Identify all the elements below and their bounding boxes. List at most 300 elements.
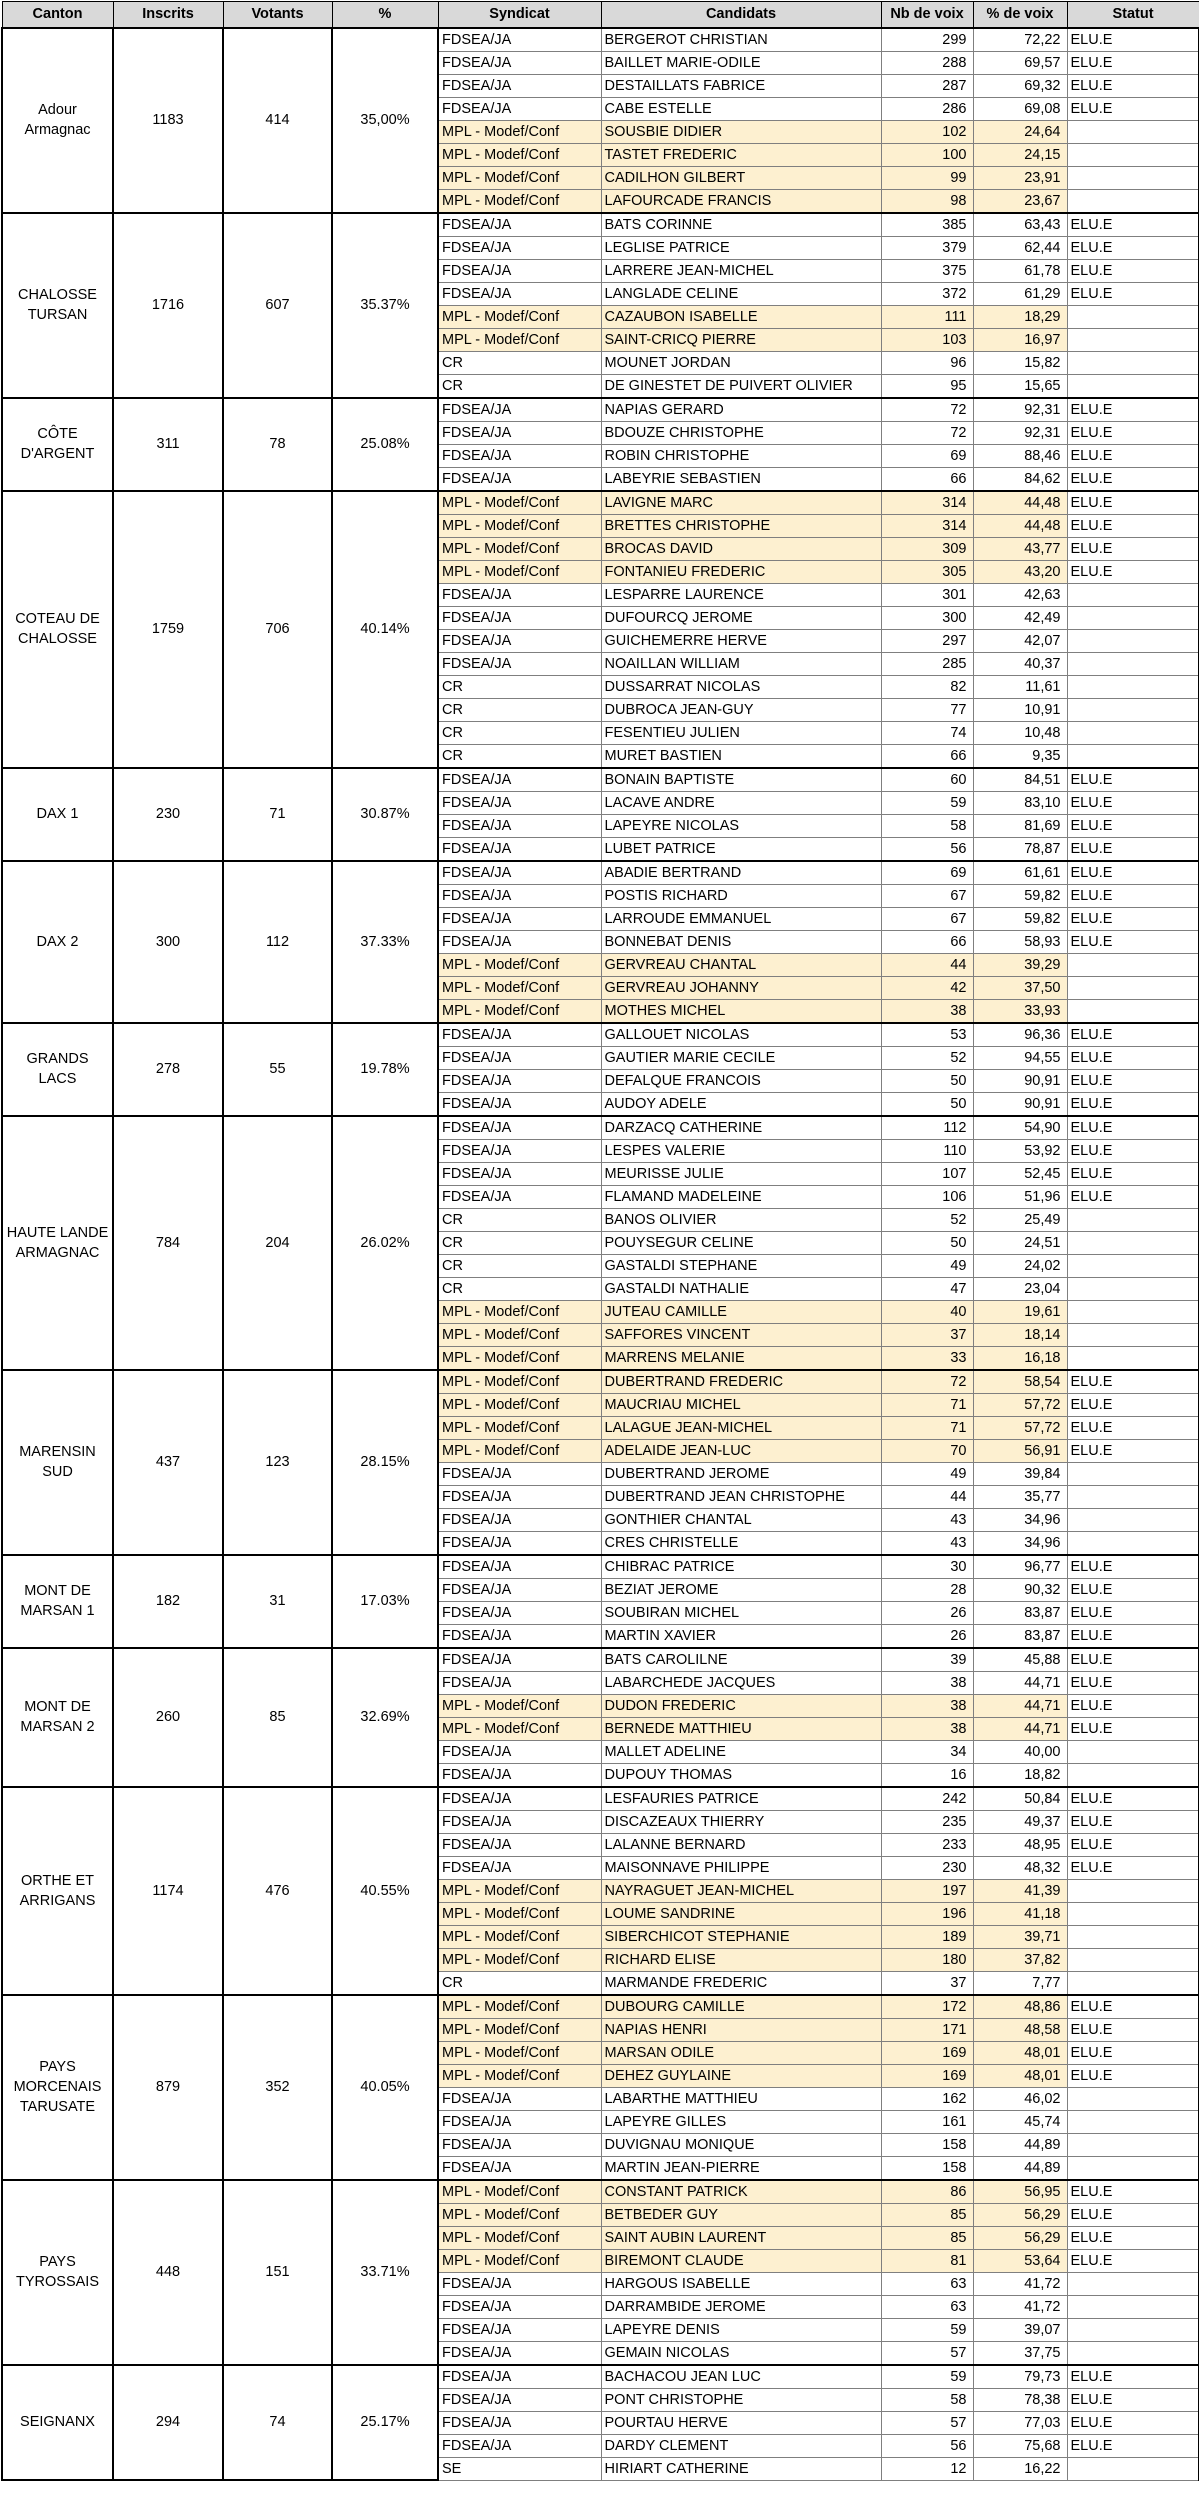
syndicat: FDSEA/JA: [438, 2087, 601, 2110]
table-row: [2, 1787, 1199, 1811]
candidate-name: LABEYRIE SEBASTIEN: [601, 467, 881, 491]
syndicat: FDSEA/JA: [438, 2133, 601, 2156]
candidate-name: BERNEDE MATTHIEU: [601, 1717, 881, 1740]
vote-count: 28: [881, 1578, 973, 1601]
status: ELU.E: [1067, 1139, 1199, 1162]
candidate-name: GAUTIER MARIE CECILE: [601, 1046, 881, 1069]
vote-count: 59: [881, 791, 973, 814]
vote-count: 305: [881, 560, 973, 583]
status: ELU.E: [1067, 2203, 1199, 2226]
canton-name: COTEAU DE CHALOSSE: [2, 491, 113, 768]
syndicat: CR: [438, 721, 601, 744]
vote-count: 82: [881, 675, 973, 698]
status: ELU.E: [1067, 2365, 1199, 2389]
vote-pct: 16,18: [973, 1346, 1067, 1370]
canton-turnout: 28.15%: [332, 1370, 438, 1555]
col-pct: %: [332, 2, 438, 28]
table-row: [2, 768, 1199, 792]
status: ELU.E: [1067, 28, 1199, 52]
canton-votants: 607: [223, 213, 332, 398]
syndicat: MPL - Modef/Conf: [438, 999, 601, 1023]
canton-name: SEIGNANX: [2, 2365, 113, 2481]
vote-count: 85: [881, 2203, 973, 2226]
status: ELU.E: [1067, 491, 1199, 515]
canton-name: CÔTE D'ARGENT: [2, 398, 113, 491]
candidate-name: BIREMONT CLAUDE: [601, 2249, 881, 2272]
vote-count: 72: [881, 421, 973, 444]
status: ELU.E: [1067, 1393, 1199, 1416]
syndicat: MPL - Modef/Conf: [438, 514, 601, 537]
syndicat: FDSEA/JA: [438, 2434, 601, 2457]
vote-pct: 18,82: [973, 1763, 1067, 1787]
table-row: [2, 491, 1199, 515]
vote-pct: 61,29: [973, 282, 1067, 305]
status: [1067, 652, 1199, 675]
status: ELU.E: [1067, 213, 1199, 237]
syndicat: MPL - Modef/Conf: [438, 1694, 601, 1717]
syndicat: MPL - Modef/Conf: [438, 1717, 601, 1740]
vote-pct: 63,43: [973, 213, 1067, 237]
vote-pct: 69,57: [973, 51, 1067, 74]
vote-pct: 24,02: [973, 1254, 1067, 1277]
canton-inscrits: 1183: [113, 28, 223, 213]
syndicat: FDSEA/JA: [438, 2388, 601, 2411]
vote-count: 169: [881, 2041, 973, 2064]
canton-name: MONT DE MARSAN 1: [2, 1555, 113, 1648]
vote-count: 63: [881, 2272, 973, 2295]
vote-pct: 42,07: [973, 629, 1067, 652]
candidate-name: LABARTHE MATTHIEU: [601, 2087, 881, 2110]
vote-pct: 61,78: [973, 259, 1067, 282]
vote-count: 172: [881, 1995, 973, 2019]
candidate-name: DUBOURG CAMILLE: [601, 1995, 881, 2019]
vote-pct: 39,84: [973, 1462, 1067, 1485]
status: [1067, 1231, 1199, 1254]
vote-pct: 94,55: [973, 1046, 1067, 1069]
syndicat: MPL - Modef/Conf: [438, 1393, 601, 1416]
candidate-name: ROBIN CHRISTOPHE: [601, 444, 881, 467]
syndicat: FDSEA/JA: [438, 1578, 601, 1601]
vote-count: 39: [881, 1648, 973, 1672]
candidate-name: BANOS OLIVIER: [601, 1208, 881, 1231]
vote-pct: 92,31: [973, 421, 1067, 444]
syndicat: FDSEA/JA: [438, 1462, 601, 1485]
candidate-name: MARTIN XAVIER: [601, 1624, 881, 1648]
syndicat: FDSEA/JA: [438, 884, 601, 907]
canton-name: PAYS MORCENAIS TARUSATE: [2, 1995, 113, 2180]
syndicat: FDSEA/JA: [438, 1624, 601, 1648]
vote-count: 162: [881, 2087, 973, 2110]
candidate-name: NOAILLAN WILLIAM: [601, 652, 881, 675]
table-row: [2, 1555, 1199, 1579]
syndicat: FDSEA/JA: [438, 1485, 601, 1508]
canton-turnout: 40.05%: [332, 1995, 438, 2180]
canton-votants: 123: [223, 1370, 332, 1555]
candidate-name: ABADIE BERTRAND: [601, 861, 881, 885]
status: [1067, 744, 1199, 768]
status: ELU.E: [1067, 837, 1199, 861]
vote-pct: 11,61: [973, 675, 1067, 698]
vote-pct: 56,29: [973, 2203, 1067, 2226]
vote-pct: 59,82: [973, 907, 1067, 930]
canton-turnout: 25.08%: [332, 398, 438, 491]
vote-count: 297: [881, 629, 973, 652]
vote-count: 287: [881, 74, 973, 97]
status: [1067, 721, 1199, 744]
syndicat: FDSEA/JA: [438, 1116, 601, 1140]
candidate-name: DUBERTRAND JEROME: [601, 1462, 881, 1485]
syndicat: FDSEA/JA: [438, 1763, 601, 1787]
status: ELU.E: [1067, 1185, 1199, 1208]
syndicat: FDSEA/JA: [438, 2110, 601, 2133]
vote-pct: 42,63: [973, 583, 1067, 606]
candidate-name: GASTALDI STEPHANE: [601, 1254, 881, 1277]
status: ELU.E: [1067, 2226, 1199, 2249]
canton-turnout: 25.17%: [332, 2365, 438, 2481]
vote-count: 103: [881, 328, 973, 351]
vote-pct: 46,02: [973, 2087, 1067, 2110]
candidate-name: GALLOUET NICOLAS: [601, 1023, 881, 1047]
vote-count: 43: [881, 1531, 973, 1555]
syndicat: CR: [438, 1254, 601, 1277]
vote-pct: 37,75: [973, 2341, 1067, 2365]
syndicat: CR: [438, 351, 601, 374]
syndicat: FDSEA/JA: [438, 2272, 601, 2295]
canton-inscrits: 1759: [113, 491, 223, 768]
candidate-name: CONSTANT PATRICK: [601, 2180, 881, 2204]
syndicat: CR: [438, 374, 601, 398]
candidate-name: PONT CHRISTOPHE: [601, 2388, 881, 2411]
vote-count: 74: [881, 721, 973, 744]
vote-pct: 48,58: [973, 2018, 1067, 2041]
vote-count: 85: [881, 2226, 973, 2249]
candidate-name: CAZAUBON ISABELLE: [601, 305, 881, 328]
table-row: [2, 1370, 1199, 1394]
syndicat: CR: [438, 744, 601, 768]
status: ELU.E: [1067, 236, 1199, 259]
syndicat: FDSEA/JA: [438, 51, 601, 74]
candidate-name: DUVIGNAU MONIQUE: [601, 2133, 881, 2156]
vote-pct: 23,04: [973, 1277, 1067, 1300]
syndicat: MPL - Modef/Conf: [438, 305, 601, 328]
candidate-name: MARTIN JEAN-PIERRE: [601, 2156, 881, 2180]
candidate-name: BETBEDER GUY: [601, 2203, 881, 2226]
candidate-name: LACAVE ANDRE: [601, 791, 881, 814]
candidate-name: LESPARRE LAURENCE: [601, 583, 881, 606]
candidate-name: MEURISSE JULIE: [601, 1162, 881, 1185]
syndicat: FDSEA/JA: [438, 652, 601, 675]
status: ELU.E: [1067, 444, 1199, 467]
vote-count: 70: [881, 1439, 973, 1462]
candidate-name: BONAIN BAPTISTE: [601, 768, 881, 792]
vote-count: 57: [881, 2411, 973, 2434]
vote-count: 37: [881, 1971, 973, 1995]
status: [1067, 2318, 1199, 2341]
candidate-name: FESENTIEU JULIEN: [601, 721, 881, 744]
status: [1067, 1508, 1199, 1531]
vote-count: 52: [881, 1208, 973, 1231]
candidate-name: DARRAMBIDE JEROME: [601, 2295, 881, 2318]
canton-turnout: 40.14%: [332, 491, 438, 768]
vote-count: 50: [881, 1231, 973, 1254]
vote-count: 57: [881, 2341, 973, 2365]
canton-votants: 85: [223, 1648, 332, 1787]
status: ELU.E: [1067, 861, 1199, 885]
status: [1067, 351, 1199, 374]
syndicat: CR: [438, 698, 601, 721]
vote-pct: 56,95: [973, 2180, 1067, 2204]
status: ELU.E: [1067, 1995, 1199, 2019]
syndicat: MPL - Modef/Conf: [438, 1948, 601, 1971]
syndicat: MPL - Modef/Conf: [438, 166, 601, 189]
vote-count: 98: [881, 189, 973, 213]
status: ELU.E: [1067, 514, 1199, 537]
candidate-name: CHIBRAC PATRICE: [601, 1555, 881, 1579]
syndicat: FDSEA/JA: [438, 1023, 601, 1047]
syndicat: FDSEA/JA: [438, 74, 601, 97]
syndicat: FDSEA/JA: [438, 282, 601, 305]
status: [1067, 2110, 1199, 2133]
syndicat: MPL - Modef/Conf: [438, 1902, 601, 1925]
candidate-name: GEMAIN NICOLAS: [601, 2341, 881, 2365]
canton-inscrits: 260: [113, 1648, 223, 1787]
status: ELU.E: [1067, 2434, 1199, 2457]
syndicat: MPL - Modef/Conf: [438, 2018, 601, 2041]
syndicat: FDSEA/JA: [438, 2295, 601, 2318]
candidate-name: SIBERCHICOT STEPHANIE: [601, 1925, 881, 1948]
status: ELU.E: [1067, 2064, 1199, 2087]
table-row: [2, 1023, 1199, 1047]
vote-count: 38: [881, 1671, 973, 1694]
vote-count: 309: [881, 537, 973, 560]
syndicat: FDSEA/JA: [438, 1092, 601, 1116]
candidate-name: BACHACOU JEAN LUC: [601, 2365, 881, 2389]
syndicat: FDSEA/JA: [438, 1648, 601, 1672]
syndicat: FDSEA/JA: [438, 2318, 601, 2341]
syndicat: MPL - Modef/Conf: [438, 1879, 601, 1902]
syndicat: MPL - Modef/Conf: [438, 1300, 601, 1323]
canton-inscrits: 784: [113, 1116, 223, 1370]
vote-pct: 57,72: [973, 1416, 1067, 1439]
candidate-name: DUPOUY THOMAS: [601, 1763, 881, 1787]
vote-count: 235: [881, 1810, 973, 1833]
candidate-name: LUBET PATRICE: [601, 837, 881, 861]
vote-count: 66: [881, 930, 973, 953]
vote-count: 60: [881, 768, 973, 792]
candidate-name: BROCAS DAVID: [601, 537, 881, 560]
vote-pct: 35,77: [973, 1485, 1067, 1508]
status: [1067, 2087, 1199, 2110]
candidate-name: LARRERE JEAN-MICHEL: [601, 259, 881, 282]
vote-pct: 43,77: [973, 537, 1067, 560]
vote-pct: 44,89: [973, 2133, 1067, 2156]
candidate-name: CRES CHRISTELLE: [601, 1531, 881, 1555]
syndicat: FDSEA/JA: [438, 1555, 601, 1579]
candidate-name: SOUBIRAN MICHEL: [601, 1601, 881, 1624]
vote-count: 38: [881, 1694, 973, 1717]
vote-pct: 75,68: [973, 2434, 1067, 2457]
vote-pct: 18,29: [973, 305, 1067, 328]
status: ELU.E: [1067, 2180, 1199, 2204]
syndicat: FDSEA/JA: [438, 583, 601, 606]
vote-pct: 41,39: [973, 1879, 1067, 1902]
vote-count: 59: [881, 2318, 973, 2341]
vote-pct: 48,01: [973, 2064, 1067, 2087]
syndicat: MPL - Modef/Conf: [438, 1323, 601, 1346]
syndicat: MPL - Modef/Conf: [438, 328, 601, 351]
syndicat: MPL - Modef/Conf: [438, 2226, 601, 2249]
status: [1067, 1208, 1199, 1231]
vote-pct: 15,65: [973, 374, 1067, 398]
vote-count: 26: [881, 1601, 973, 1624]
vote-count: 189: [881, 1925, 973, 1948]
vote-pct: 77,03: [973, 2411, 1067, 2434]
canton-inscrits: 182: [113, 1555, 223, 1648]
syndicat: FDSEA/JA: [438, 1671, 601, 1694]
vote-pct: 48,01: [973, 2041, 1067, 2064]
vote-pct: 59,82: [973, 884, 1067, 907]
candidate-name: SAINT-CRICQ PIERRE: [601, 328, 881, 351]
canton-votants: 204: [223, 1116, 332, 1370]
vote-pct: 10,91: [973, 698, 1067, 721]
vote-count: 107: [881, 1162, 973, 1185]
syndicat: FDSEA/JA: [438, 1069, 601, 1092]
syndicat: FDSEA/JA: [438, 768, 601, 792]
status: ELU.E: [1067, 467, 1199, 491]
candidate-name: GERVREAU CHANTAL: [601, 953, 881, 976]
vote-count: 67: [881, 884, 973, 907]
status: ELU.E: [1067, 814, 1199, 837]
vote-pct: 88,46: [973, 444, 1067, 467]
candidate-name: MURET BASTIEN: [601, 744, 881, 768]
vote-pct: 7,77: [973, 1971, 1067, 1995]
status: ELU.E: [1067, 1694, 1199, 1717]
canton-inscrits: 294: [113, 2365, 223, 2481]
table-row: [2, 1116, 1199, 1140]
status: [1067, 305, 1199, 328]
vote-pct: 84,51: [973, 768, 1067, 792]
vote-pct: 90,91: [973, 1092, 1067, 1116]
syndicat: MPL - Modef/Conf: [438, 2064, 601, 2087]
syndicat: MPL - Modef/Conf: [438, 1346, 601, 1370]
vote-pct: 34,96: [973, 1508, 1067, 1531]
status: ELU.E: [1067, 1416, 1199, 1439]
canton-inscrits: 278: [113, 1023, 223, 1116]
canton-name: DAX 1: [2, 768, 113, 861]
status: ELU.E: [1067, 1787, 1199, 1811]
syndicat: CR: [438, 675, 601, 698]
candidate-name: SAINT AUBIN LAURENT: [601, 2226, 881, 2249]
vote-count: 100: [881, 143, 973, 166]
vote-pct: 52,45: [973, 1162, 1067, 1185]
status: ELU.E: [1067, 259, 1199, 282]
vote-count: 43: [881, 1508, 973, 1531]
status: ELU.E: [1067, 421, 1199, 444]
syndicat: FDSEA/JA: [438, 861, 601, 885]
col-votants: Votants: [223, 2, 332, 28]
status: ELU.E: [1067, 2018, 1199, 2041]
status: [1067, 629, 1199, 652]
vote-count: 69: [881, 444, 973, 467]
status: [1067, 1902, 1199, 1925]
status: [1067, 1300, 1199, 1323]
status: ELU.E: [1067, 1833, 1199, 1856]
vote-pct: 37,50: [973, 976, 1067, 999]
status: [1067, 1462, 1199, 1485]
canton-inscrits: 230: [113, 768, 223, 861]
syndicat: FDSEA/JA: [438, 236, 601, 259]
status: [1067, 1277, 1199, 1300]
status: [1067, 1879, 1199, 1902]
vote-count: 49: [881, 1462, 973, 1485]
status: [1067, 120, 1199, 143]
status: [1067, 1254, 1199, 1277]
syndicat: FDSEA/JA: [438, 444, 601, 467]
vote-count: 171: [881, 2018, 973, 2041]
status: [1067, 606, 1199, 629]
vote-pct: 61,61: [973, 861, 1067, 885]
syndicat: FDSEA/JA: [438, 97, 601, 120]
vote-pct: 83,87: [973, 1624, 1067, 1648]
vote-pct: 33,93: [973, 999, 1067, 1023]
candidate-name: LESFAURIES PATRICE: [601, 1787, 881, 1811]
syndicat: FDSEA/JA: [438, 1531, 601, 1555]
vote-pct: 44,71: [973, 1694, 1067, 1717]
candidate-name: NAPIAS GERARD: [601, 398, 881, 422]
candidate-name: LALAGUE JEAN-MICHEL: [601, 1416, 881, 1439]
vote-count: 102: [881, 120, 973, 143]
status: ELU.E: [1067, 1671, 1199, 1694]
vote-count: 96: [881, 351, 973, 374]
candidate-name: POURTAU HERVE: [601, 2411, 881, 2434]
syndicat: FDSEA/JA: [438, 629, 601, 652]
vote-pct: 44,71: [973, 1717, 1067, 1740]
vote-pct: 23,91: [973, 166, 1067, 189]
candidate-name: MARSAN ODILE: [601, 2041, 881, 2064]
status: [1067, 2272, 1199, 2295]
candidate-name: LALANNE BERNARD: [601, 1833, 881, 1856]
candidate-name: DARDY CLEMENT: [601, 2434, 881, 2457]
candidate-name: LAPEYRE DENIS: [601, 2318, 881, 2341]
status: ELU.E: [1067, 1069, 1199, 1092]
vote-pct: 83,87: [973, 1601, 1067, 1624]
vote-pct: 48,86: [973, 1995, 1067, 2019]
vote-pct: 51,96: [973, 1185, 1067, 1208]
candidate-name: LAFOURCADE FRANCIS: [601, 189, 881, 213]
vote-pct: 10,48: [973, 721, 1067, 744]
status: [1067, 374, 1199, 398]
syndicat: FDSEA/JA: [438, 1046, 601, 1069]
status: [1067, 2457, 1199, 2480]
syndicat: MPL - Modef/Conf: [438, 2180, 601, 2204]
status: ELU.E: [1067, 1810, 1199, 1833]
candidate-name: DISCAZEAUX THIERRY: [601, 1810, 881, 1833]
vote-pct: 81,69: [973, 814, 1067, 837]
canton-inscrits: 879: [113, 1995, 223, 2180]
status: [1067, 2295, 1199, 2318]
candidate-name: HIRIART CATHERINE: [601, 2457, 881, 2480]
vote-pct: 16,97: [973, 328, 1067, 351]
canton-votants: 74: [223, 2365, 332, 2481]
canton-votants: 352: [223, 1995, 332, 2180]
vote-pct: 50,84: [973, 1787, 1067, 1811]
vote-pct: 42,49: [973, 606, 1067, 629]
vote-pct: 53,92: [973, 1139, 1067, 1162]
vote-count: 299: [881, 28, 973, 52]
table-row: [2, 2365, 1199, 2389]
syndicat: MPL - Modef/Conf: [438, 1370, 601, 1394]
vote-count: 375: [881, 259, 973, 282]
